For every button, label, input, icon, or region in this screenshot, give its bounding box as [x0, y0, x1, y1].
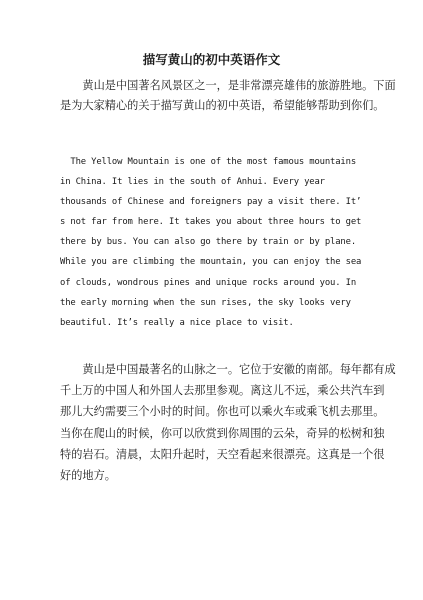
translation-line: 好的地方。 — [60, 469, 116, 483]
translation-line: 当你在爬山的时候，你可以欣赏到你周围的云朵，奇异的松树和独 — [60, 426, 385, 440]
english-line: beautiful. It’s really a nice place to visit. — [60, 317, 294, 328]
translation-line: 特的岩石。清晨，太阳升起时，天空看起来很漂亮。这真是一个很 — [60, 447, 385, 461]
english-line: s not far from here. It takes you about three hours to get — [60, 217, 362, 228]
english-line: thousands of Chinese and foreigners pay a visit there. It’ — [60, 197, 362, 208]
english-line: While you are climbing the mountain, you can enjoy the sea — [60, 257, 362, 268]
english-essay-paragraph — [60, 152, 380, 333]
translation-line: 千上万的中国人和外国人去那里参观。离这儿不远，乘公共汽车到 — [60, 384, 385, 398]
translation-line: 黄山是中国最著名的山脉之一。它位于安徽的南部。每年都有成 — [60, 363, 396, 376]
chinese-translation-paragraph — [60, 359, 396, 486]
english-line: of clouds, wondrous pines and unique rocks around you. In — [60, 277, 357, 288]
translation-line: 那儿大约需要三个小时的时间。你也可以乘火车或乘飞机去那里。 — [60, 405, 385, 419]
english-line: the early morning when the sun rises, the sky looks very — [60, 297, 351, 308]
document-title: 描写黄山的初中英语作文 — [142, 52, 281, 67]
intro-line: 黄山是中国著名风景区之一，是非常漂亮雄伟的旅游胜地。下面 — [60, 79, 396, 92]
intro-line: 是为大家精心的关于描写黄山的初中英语，希望能够帮助到你们。 — [60, 99, 385, 112]
english-line: in China. It lies in the south of Anhui. Every year — [60, 177, 325, 188]
intro-paragraph — [60, 76, 396, 116]
english-line: there by bus. You can also go there by train or by plane. — [60, 237, 357, 248]
english-line: The Yellow Mountain is one of the most famous mountains — [60, 157, 357, 167]
